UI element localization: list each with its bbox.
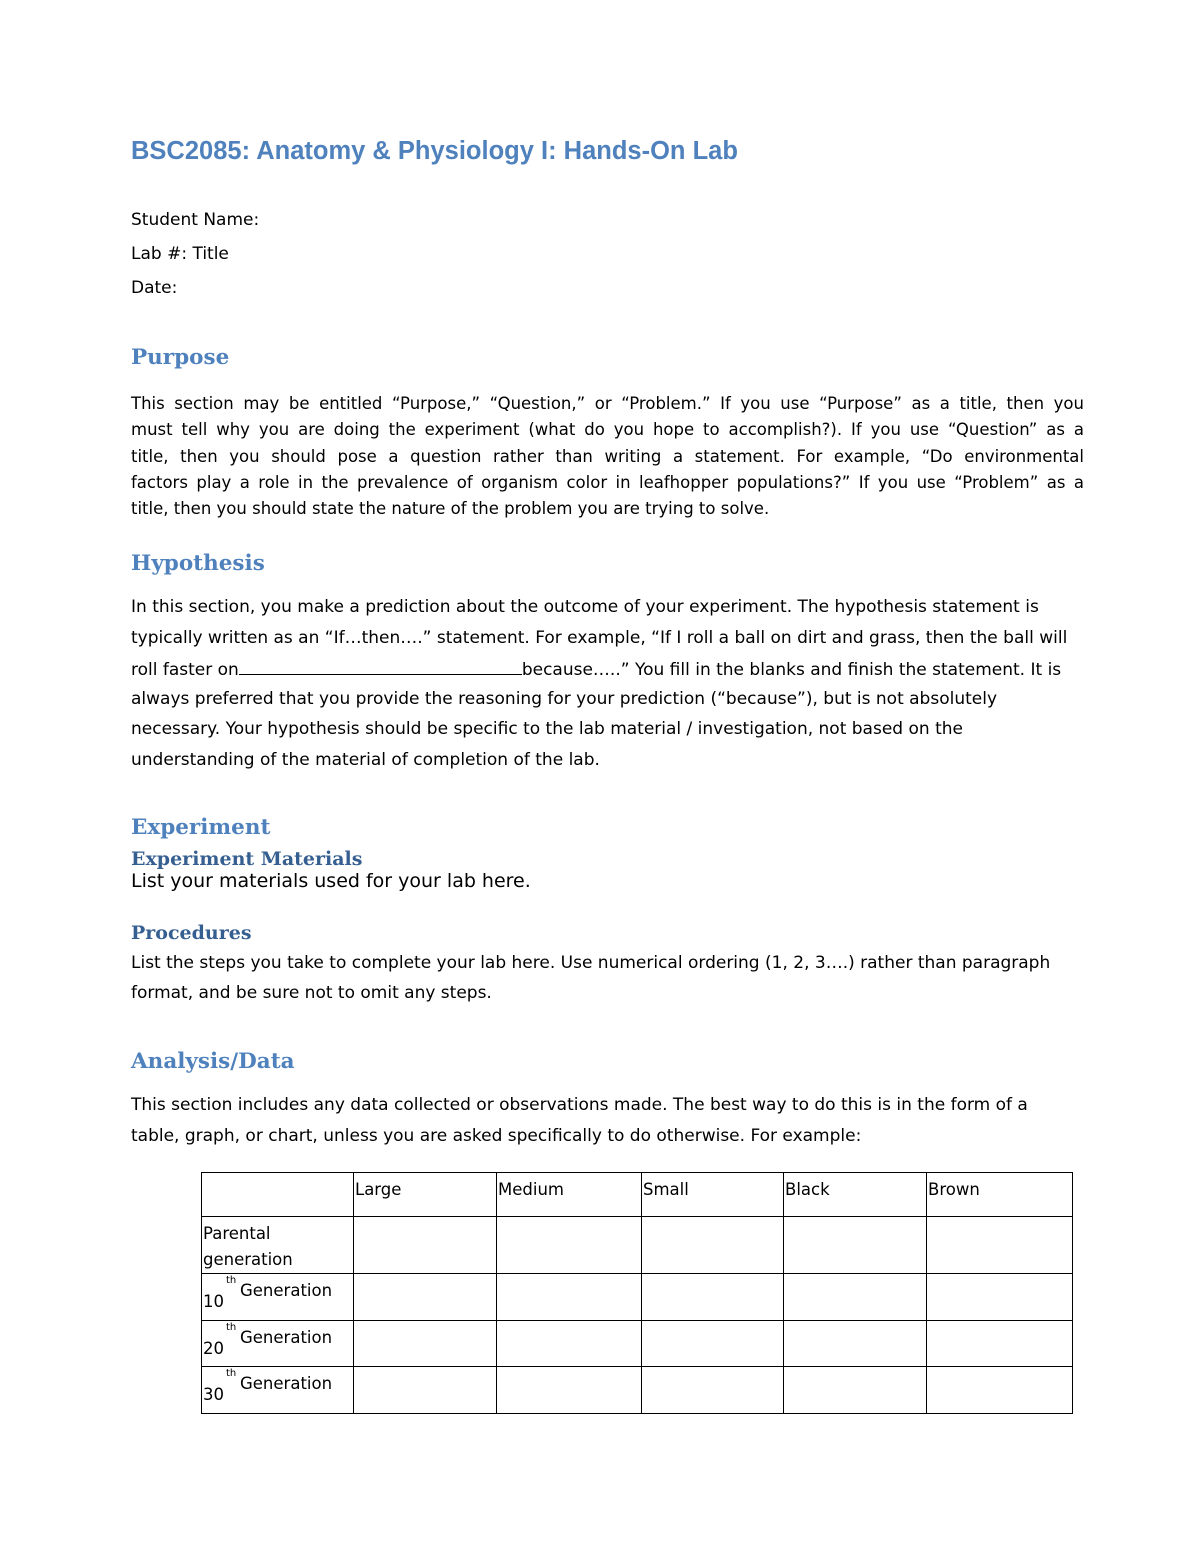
purpose-paragraph — [131, 391, 1084, 522]
analysis-line: table, graph, or chart, unless you are asked specifically to do otherwise. For example: — [131, 1126, 862, 1146]
materials-heading: Experiment Materials — [131, 848, 363, 870]
ordinal-suffix: th — [226, 1275, 237, 1286]
table-header-cell: Large — [354, 1173, 497, 1217]
example-data-table — [201, 1172, 1073, 1414]
table-cell — [497, 1367, 642, 1414]
table-cell — [497, 1217, 642, 1274]
table-cell — [354, 1274, 497, 1321]
purpose-heading: Purpose — [131, 345, 230, 370]
hypothesis-line-start: roll faster on — [131, 660, 239, 680]
table-cell — [497, 1321, 642, 1367]
document-title: BSC2085: Anatomy & Physiology I: Hands-On Lab — [131, 137, 738, 165]
table-cell — [497, 1274, 642, 1321]
table-cell — [642, 1367, 784, 1414]
analysis-heading: Analysis/Data — [131, 1049, 295, 1074]
fill-in-blank — [239, 658, 522, 675]
generation-word: Generation — [240, 1374, 333, 1393]
purpose-line: must tell why you are doing the experiment (what do you hope to accomplish?). If you use “Question” as a — [131, 420, 1084, 440]
table-cell — [927, 1367, 1073, 1414]
analysis-line: This section includes any data collected or observations made. The best way to do this is in the form of a — [131, 1095, 1028, 1115]
table-header-cell: Medium — [497, 1173, 642, 1217]
table-header-cell — [202, 1173, 354, 1217]
hypothesis-line-end: because…..” You fill in the blanks and finish the statement. It is — [521, 660, 1062, 680]
table-cell — [354, 1321, 497, 1367]
table-row — [202, 1321, 1073, 1367]
table-cell — [354, 1367, 497, 1414]
table-cell — [642, 1217, 784, 1274]
purpose-line: title, then you should state the nature of the problem you are trying to solve. — [131, 499, 770, 519]
ordinal-suffix: th — [226, 1368, 237, 1379]
student-name-label: Student Name: — [131, 210, 260, 230]
row-label-generation — [202, 1321, 354, 1367]
table-cell — [642, 1321, 784, 1367]
hypothesis-line: necessary. Your hypothesis should be specific to the lab material / investigation, not based on the — [131, 719, 963, 739]
table-cell — [784, 1367, 927, 1414]
purpose-line: title, then you should pose a question rather than writing a statement. For example, “Do environmental — [131, 446, 1084, 466]
procedures-line: List the steps you take to complete your lab here. Use numerical ordering (1, 2, 3….) rather than paragraph — [131, 953, 1051, 973]
table-cell — [927, 1217, 1073, 1274]
table-cell — [784, 1274, 927, 1321]
generation-word: Generation — [240, 1328, 333, 1347]
table-row — [202, 1367, 1073, 1414]
table-header-cell: Black — [784, 1173, 927, 1217]
table-header-row — [202, 1173, 1073, 1217]
generation-number: 10 — [203, 1292, 224, 1311]
materials-text: List your materials used for your lab here. — [131, 870, 531, 892]
row-label-generation — [202, 1367, 354, 1414]
hypothesis-line-with-blank — [131, 658, 1061, 680]
generation-number: 20 — [203, 1339, 224, 1358]
procedures-line: format, and be sure not to omit any steps. — [131, 983, 492, 1003]
generation-word: Generation — [240, 1281, 333, 1300]
table-row — [202, 1217, 1073, 1274]
experiment-heading: Experiment — [131, 815, 271, 840]
hypothesis-line: In this section, you make a prediction about the outcome of your experiment. The hypothesis statement is — [131, 597, 1039, 617]
table-header-cell: Small — [642, 1173, 784, 1217]
hypothesis-line: understanding of the material of completion of the lab. — [131, 750, 600, 770]
table-cell — [784, 1217, 927, 1274]
hypothesis-line: always preferred that you provide the reasoning for your prediction (“because”), but is not absolutely — [131, 689, 998, 709]
table-cell — [354, 1217, 497, 1274]
table-cell — [784, 1321, 927, 1367]
date-label: Date: — [131, 278, 178, 298]
ordinal-suffix: th — [226, 1322, 237, 1333]
table-header-cell: Brown — [927, 1173, 1073, 1217]
purpose-line: factors play a role in the prevalence of organism color in leafhopper populations?” If you use “Problem” as a — [131, 472, 1084, 492]
row-label-generation — [202, 1274, 354, 1321]
lab-title-label: Lab #: Title — [131, 244, 229, 264]
procedures-heading: Procedures — [131, 922, 252, 944]
table-cell — [927, 1321, 1073, 1367]
generation-number: 30 — [203, 1385, 224, 1404]
purpose-line: This section may be entitled “Purpose,” “Question,” or “Problem.” If you use “Purpose” as a title, then you — [131, 394, 1084, 413]
hypothesis-line: typically written as an “If…then….” statement. For example, “If I roll a ball on dirt and grass, then the ball will — [131, 628, 1068, 648]
row-label-parental: Parental generation — [202, 1217, 354, 1274]
table-cell — [642, 1274, 784, 1321]
table-cell — [927, 1274, 1073, 1321]
table-row — [202, 1274, 1073, 1321]
hypothesis-heading: Hypothesis — [131, 551, 265, 576]
